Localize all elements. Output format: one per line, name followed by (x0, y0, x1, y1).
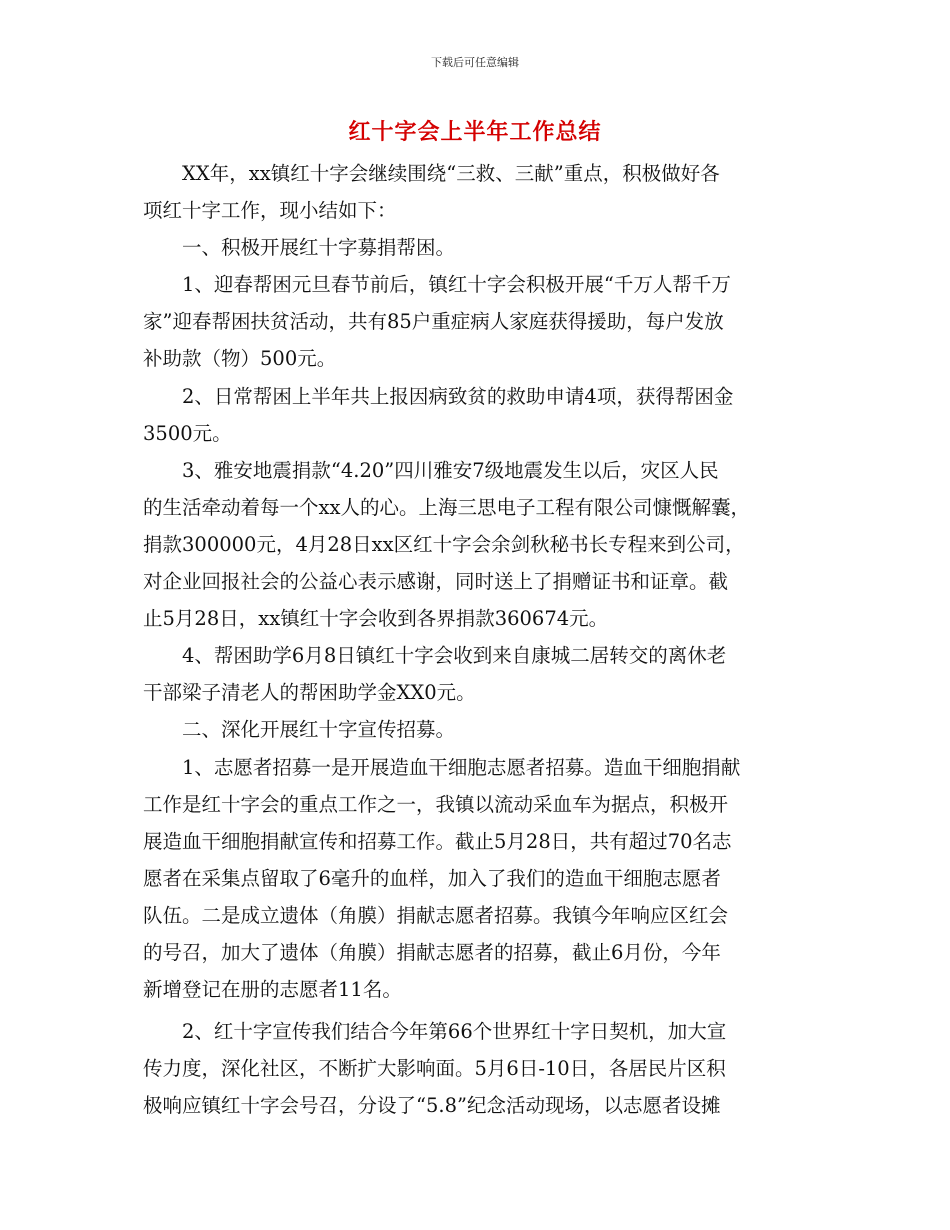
paragraph-line: 3、雅安地震捐款“4.20”四川雅安7级地震发生以后，灾区人民 (182, 458, 719, 482)
paragraph-line: 传力度，深化社区，不断扩大影响面。5月6日-10日，各居民片区积 (143, 1057, 726, 1081)
paragraph-line: 捐款300000元，4月28日xx区红十字会余剑秋秘书长专程来到公司， (143, 532, 745, 556)
document-body (143, 155, 813, 1124)
paragraph-line: XX年，xx镇红十字会继续围绕“三救、三献”重点，积极做好各 (182, 162, 720, 185)
paragraph-line: 的号召，加大了遗体（角膜）捐献志愿者的招募，截止6月份，今年 (143, 940, 721, 964)
paragraph-line: 止5月28日，xx镇红十字会收到各界捐款360674元。 (143, 607, 609, 631)
paragraph-line: 项红十字工作，现小结如下： (143, 199, 397, 223)
paragraph-line: 的生活牵动着每一个xx人的心。上海三思电子工程有限公司慷慨解囊， (143, 495, 750, 519)
paragraph-line: 极响应镇红十字会号召，分设了“5.8”纪念活动现场，以志愿者设摊 (143, 1094, 721, 1118)
header-note: 下载后可任意编辑 (431, 56, 519, 69)
paragraph-line: 愿者在采集点留取了6毫升的血样，加入了我们的造血干细胞志愿者 (143, 866, 721, 890)
paragraph-line: 干部梁子清老人的帮困助学金XX0元。 (143, 681, 476, 705)
paragraph-line: 1、迎春帮困元旦春节前后，镇红十字会积极开展“千万人帮千万 (182, 273, 731, 297)
paragraph-line: 2、红十字宣传我们结合今年第66个世界红十字日契机，加大宣 (182, 1020, 727, 1044)
paragraph-line: 展造血干细胞捐献宣传和招募工作。截止5月28日，共有超过70名志 (143, 829, 732, 853)
paragraph-line: 3500元。 (143, 421, 232, 445)
paragraph-line: 队伍。二是成立遗体（角膜）捐献志愿者招募。我镇今年响应区红会 (143, 903, 729, 927)
paragraph-line: 2、日常帮困上半年共上报因病致贫的救助申请4项，获得帮困金 (182, 384, 734, 408)
paragraph-line: 工作是红十字会的重点工作之一，我镇以流动采血车为据点，积极开 (143, 792, 729, 816)
paragraph-line: 新增登记在册的志愿者11名。 (143, 978, 402, 1002)
paragraph-line: 1、志愿者招募一是开展造血干细胞志愿者招募。造血干细胞捐献 (182, 755, 741, 779)
section-heading: 二、深化开展红十字宣传招募。 (182, 718, 456, 742)
paragraph-line: 补助款（物）500元。 (143, 347, 337, 371)
paragraph-line: 4、帮困助学6月8日镇红十字会收到来自康城二居转交的离休老 (182, 644, 727, 668)
document-title: 红十字会上半年工作总结 (348, 120, 602, 145)
paragraph-line: 家”迎春帮困扶贫活动，共有85户重症病人家庭获得援助，每户发放 (143, 310, 724, 334)
paragraph-line: 对企业回报社会的公益心表示感谢，同时送上了捐赠证书和证章。截 (143, 570, 729, 594)
section-heading: 一、积极开展红十字募捐帮困。 (182, 236, 456, 260)
